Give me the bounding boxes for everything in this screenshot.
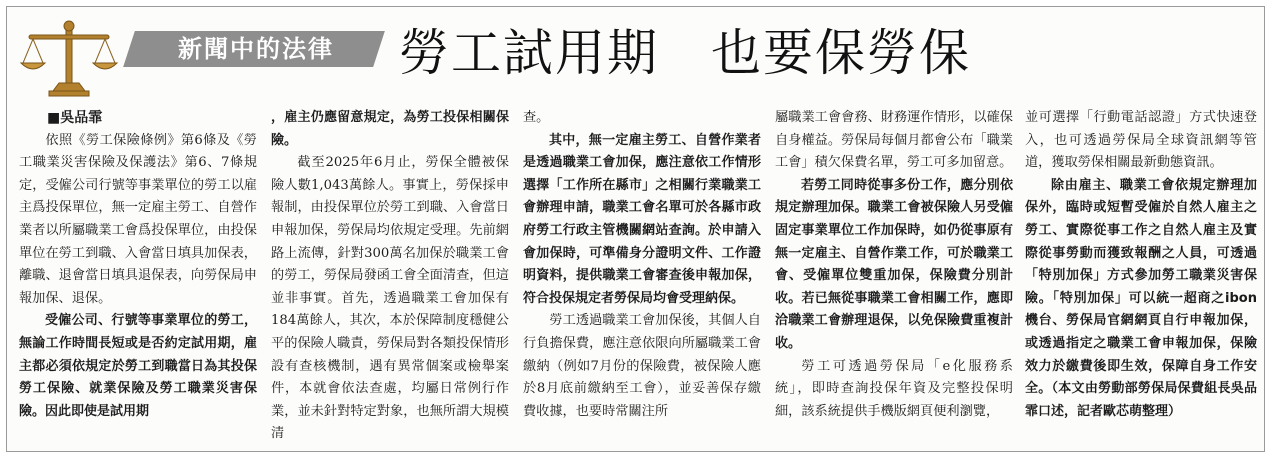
- article-column-4: [775, 107, 1013, 447]
- paragraph: 屬職業工會會務、財務運作情形，以確保自身權益。勞保局每個月都會公布「職業工會」積欠保費名單，勞工可多加留意。: [775, 110, 1013, 171]
- byline: ■吳品霏: [47, 110, 103, 126]
- scales-of-justice-icon: [19, 17, 119, 99]
- article-column-5: [1025, 107, 1257, 447]
- paragraph: 除由雇主、職業工會依規定辦理加保外，臨時或短暫受僱於自然人雇主之勞工、實際從事工作之自然人雇主及實際從事勞動而獲致報酬之人員，可透過「特別加保」方式參加勞工職業災害保險。「特別加保」可以統一超商之ibon機台、勞保局官網網頁自行申報加保，或透過指定之職業工會申報加保，保險效力於繳費後即生效，保障自身工作安全。（本文由勞動部勞保局保費組長吳品霏口述，記者歐芯萌整理）: [1025, 177, 1257, 419]
- article-header: [7, 7, 1266, 107]
- paragraph: ，雇主仍應留意規定，為勞工投保相關保險。: [271, 110, 509, 148]
- column-name: 新聞中的法律: [178, 35, 334, 63]
- paragraph: 查。: [523, 110, 550, 125]
- column-paragraphs: [1025, 107, 1257, 423]
- column-paragraphs: [523, 107, 761, 423]
- news-clipping: [6, 6, 1265, 452]
- paragraph: 並可選擇「行動電話認證」方式快速登入，也可透過勞保局全球資訊網等管道，獲取勞保相關最新動態資訊。: [1025, 110, 1257, 171]
- article-headline: 勞工試用期 也要保勞保: [399, 24, 971, 82]
- paragraph: 若勞工同時從事多份工作，應分別依規定辦理加保。職業工會被保險人另受僱固定事業單位工作加保時，如仍從事原有無一定雇主、自營作業工作，可於職業工會、受僱單位雙重加保，保險費分別計收。若已無從事職業工會相關工作，應即洽職業工會辦理退保，以免保險費重複計收。: [775, 177, 1013, 351]
- paragraph: 勞工透過職業工會加保後，其個人自行負擔保費，應注意依限向所屬職業工會繳納（例如7月份的保險費，被保險人應於8月底前繳納至工會），並妥善保存繳費收據，也要時常關注所: [523, 313, 761, 419]
- article-column-1: [19, 107, 257, 447]
- column-paragraphs: [19, 130, 257, 424]
- article-body: [19, 107, 1257, 447]
- column-paragraphs: [775, 107, 1013, 423]
- paragraph: 勞工可透過勞保局「e化服務系統」，即時查詢投保年資及完整投保明細，該系統提供手機版網頁便利瀏覽，: [775, 358, 1013, 419]
- article-column-2: [271, 107, 509, 447]
- paragraph: 受僱公司、行號等事業單位的勞工，無論工作時間長短或是否約定試用期，雇主都必須依規定於勞工到職當日為其投保勞工保險、就業保險及勞工職業災害保險。因此即使是試用期: [19, 313, 257, 419]
- article-column-3: [523, 107, 761, 447]
- paragraph: 截至2025年6月止，勞保全體被保險人數1,043萬餘人。事實上，勞保採申報制，由投保單位於勞工到職、入會當日申報加保，勞保局均依規定受理。先前網路上流傳，針對300萬名加保於職業工會的勞工，勞保局發函工會全面清查，但這並非事實。首先，透過職業工會加保有184萬餘人，其次，本於保障制度穩健公平的保險人職責，勞保局對各類投保情形設有查核機制，遇有異常個案或檢舉案件，本就會依法查處，均屬日常例行作業，並未針對特定對象，也無所謂大規模清: [271, 155, 509, 442]
- paragraph: 依照《勞工保險條例》第6條及《勞工職業災害保險及保護法》第6、7條規定，受僱公司行號等事業單位的勞工以雇主爲投保單位，無一定雇主勞工、自營作業者以所屬職業工會爲投保單位，由投保單位在勞工到職、入會當日填具加保表，離職、退會當日填具退保表，向勞保局申報加保、退保。: [19, 132, 257, 306]
- column-paragraphs: [271, 107, 509, 446]
- paragraph: 其中，無一定雇主勞工、自營作業者是透過職業工會加保，應注意依工作情形選擇「工作所在縣市」之相關行業職業工會辦理申請，職業工會名單可於各縣市政府勞工行政主管機關網站查詢。於申請入會加保時，可準備身分證明文件、工作證明資料，提供職業工會審查後申報加保，符合投保規定者勞保局均會受理納保。: [523, 132, 761, 306]
